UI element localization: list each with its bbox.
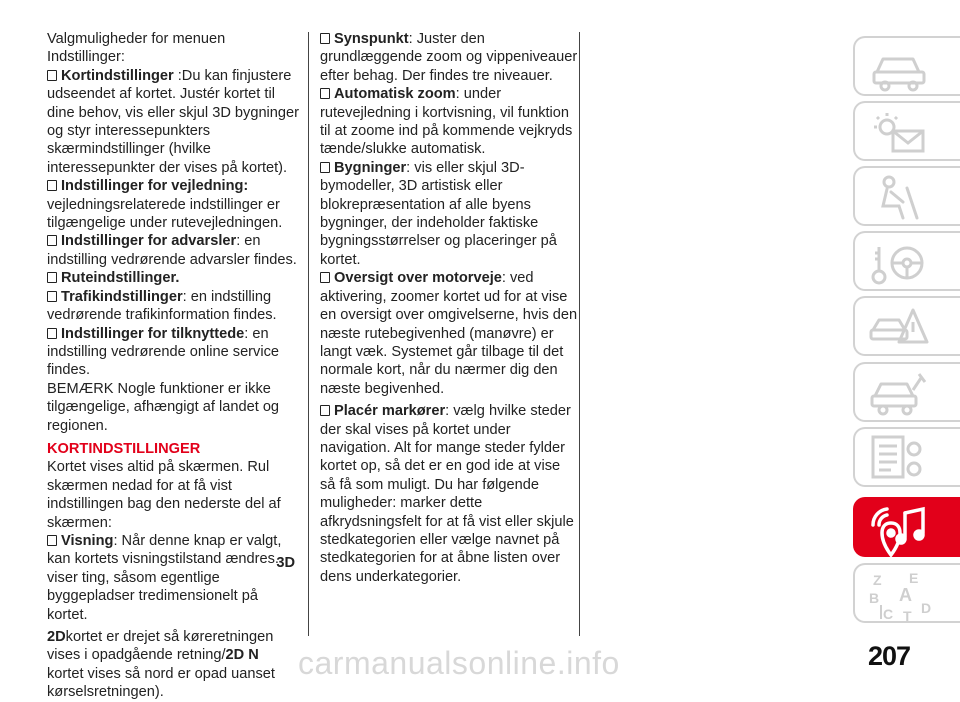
option-visning [47, 532, 299, 572]
option-title: Synspunkt [334, 31, 409, 47]
checkbox-icon [320, 272, 330, 283]
option-placer-markorer [320, 402, 578, 586]
right-column [320, 30, 578, 586]
label-2d: 2D [47, 629, 66, 645]
alphabet-index-icon [869, 569, 939, 623]
section-paragraph: Kortet vises altid på skærmen. Rul skærmen nedad for at få vist indstillingen bag den nederste del af skærmen: [47, 459, 281, 531]
option-text: : vis eller skjul 3D-bymodeller, 3D artistisk eller blokrepræsentation af alle byens bygninger, der indeholder faktiske bygningsstørrelser og placeringer på kortet. [320, 159, 557, 268]
checkbox-icon [47, 272, 57, 283]
checklist-gear-icon [869, 433, 929, 483]
visning-2d-description [47, 628, 299, 665]
option-text: : Når denne knap er valgt, kan kortets visningstilstand ændres. [47, 532, 282, 568]
index-letter: T [903, 608, 912, 623]
car-accident-icon [869, 302, 929, 352]
label-3d: 3D [276, 555, 295, 572]
option-kortindstillinger [47, 67, 299, 177]
warning-lights-mail-icon [869, 107, 929, 157]
column-divider-left [308, 32, 309, 636]
index-letter: Z [873, 572, 882, 588]
option-title: Trafikindstillinger [61, 288, 183, 305]
key-steering-wheel-icon [869, 237, 929, 287]
option-text: : en indstilling vedrørende online service findes. [47, 325, 279, 379]
checkbox-icon [47, 535, 57, 546]
watermark: carmanualsonline.info [298, 645, 620, 681]
section-heading: KORTINDSTILLINGER [47, 440, 201, 457]
tab-warning-lights[interactable] [853, 101, 960, 161]
tab-technical-data[interactable] [853, 427, 960, 487]
tab-multimedia[interactable] [853, 497, 960, 557]
option-text: :Du kan finjustere udseendet af kortet. Justér kortet til dine behov, vis eller skjul 3D bygninger og styr interessepunkters skærmindstillinger (hvilke interessepunkter der vises på kortet). [47, 67, 300, 176]
tab-car[interactable] [853, 36, 960, 96]
option-title: Bygninger [334, 159, 407, 176]
option-rute [47, 269, 299, 287]
index-letter: C [883, 606, 894, 622]
option-advarsler [47, 232, 299, 269]
option-text: : under rutevejledning i kortvisning, vil funktion til at zoome ind på kommende vejkryds tænde/slukke automatisk. [320, 86, 573, 158]
checkbox-icon [47, 235, 57, 246]
note-text: BEMÆRK Nogle funktioner er ikke tilgængelige, afhængigt af landet og regionen. [47, 380, 280, 434]
index-letter: A [899, 585, 912, 605]
index-letter: D [921, 600, 932, 616]
option-title: Placér markører [334, 403, 446, 420]
multimedia-icon [869, 503, 929, 559]
option-trafik [47, 288, 299, 325]
checkbox-icon [320, 88, 330, 99]
left-column [47, 30, 299, 702]
tab-starting-driving[interactable] [853, 231, 960, 291]
option-title: Visning [61, 532, 114, 549]
option-tilknyttede [47, 325, 299, 380]
visning-3d-description: viser ting, såsom egentlige byggepladser tredimensionelt på kortet. [47, 569, 258, 623]
tab-safety[interactable] [853, 166, 960, 226]
option-title: Indstillinger for tilknyttede [61, 325, 245, 342]
index-letter: E [909, 570, 919, 586]
option-motorveje [320, 269, 578, 398]
option-automatisk-zoom [320, 85, 578, 159]
car-icon [869, 42, 929, 92]
intro-text: Valgmuligheder for menuen Indstillinger: [47, 31, 226, 66]
checkbox-icon [47, 70, 57, 81]
option-text: : ved aktivering, zoomer kortet ud for at vise en oversigt over omgivelserne, hvis den næste rutebegivenhed (manøvre) er langt væk. Systemet går tilbage til det normale kort, når du nærmer dig den næste begivenhed. [320, 270, 578, 397]
option-bygninger [320, 159, 578, 269]
tab-index[interactable] [853, 563, 960, 623]
option-text: : vælg hvilke steder der skal vises på kortet under navigation. Alt for mange steder fylder kortet op, så det er en god ide at vise så få som muligt. Du har følgende muligheder: marker dette afkrydsningsfelt for at få vist eller skjule stedkategorien eller vælge navnet på stedkategorien for at åbne listen over dens underkategorier. [320, 403, 574, 585]
option-title: Oversigt over motorveje [334, 270, 502, 287]
checkbox-icon [320, 405, 330, 416]
checkbox-icon [320, 33, 330, 44]
checkbox-icon [47, 291, 57, 302]
visning-2dn-description: kortet vises så nord er opad uanset kørselsretningen). [47, 665, 275, 701]
option-title: Automatisk zoom [334, 86, 456, 103]
index-letter: B [869, 590, 880, 606]
option-text: vejledningsrelaterede indstillinger er tilgængelige under rutevejledningen. [47, 196, 283, 232]
checkbox-icon [47, 180, 57, 191]
option-text: : en indstilling vedrørende advarsler findes. [47, 233, 297, 268]
checkbox-icon [320, 162, 330, 173]
option-text: : Juster den grundlæggende zoom og vippeniveauer efter behag. Der findes tre niveauer. [320, 31, 578, 84]
page-number: 207 [868, 641, 911, 671]
option-vejledning [47, 177, 299, 232]
label-2dn: 2D N [225, 647, 259, 664]
option-title: Indstillinger for advarsler [61, 233, 237, 250]
option-title: Kortindstillinger [61, 67, 174, 84]
seat-airbag-icon [869, 172, 929, 222]
column-divider-right [579, 32, 580, 636]
text-2d: kortet er drejet så køreretningen vises i opadgående retning/ [47, 629, 274, 664]
tab-emergency[interactable] [853, 296, 960, 356]
option-text: : en indstilling vedrørende trafikinformation findes. [47, 288, 277, 324]
option-title: Ruteindstillinger. [61, 270, 180, 287]
option-synspunkt [320, 30, 578, 85]
car-tools-icon [869, 368, 929, 418]
option-title: Indstillinger for vejledning: [61, 178, 249, 195]
tab-maintenance[interactable] [853, 362, 960, 422]
checkbox-icon [47, 328, 57, 339]
